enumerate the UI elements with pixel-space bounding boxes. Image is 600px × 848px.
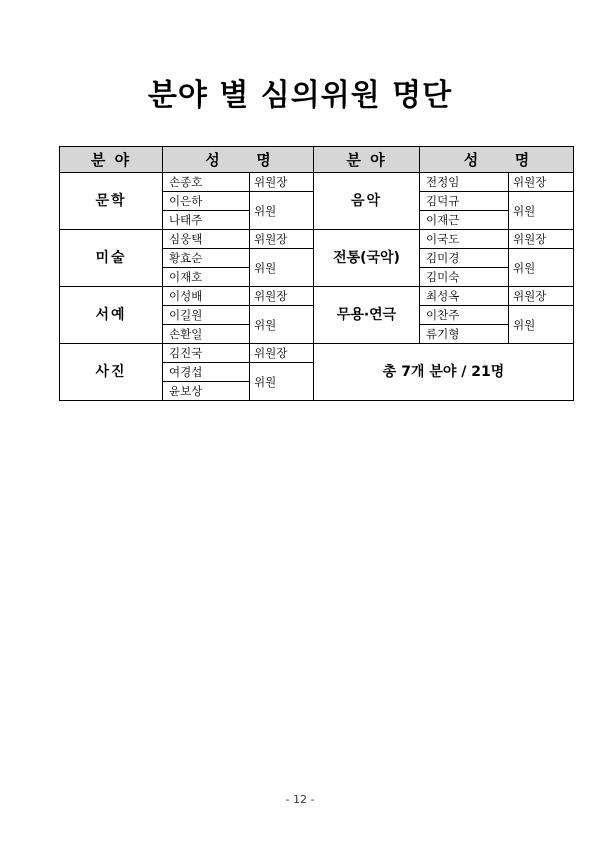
member-name: 이국도 <box>420 230 509 249</box>
member-name: 심웅택 <box>163 230 250 249</box>
committee-table <box>59 146 574 401</box>
member-name: 김미숙 <box>420 268 509 287</box>
role-chair: 위원장 <box>250 287 314 306</box>
member-name: 여경섭 <box>163 363 250 382</box>
header-field-left: 분 야 <box>60 147 163 173</box>
member-name: 이길원 <box>163 306 250 325</box>
role-member: 위원 <box>250 249 314 287</box>
header-field-right: 분 야 <box>314 147 420 173</box>
member-name: 이성배 <box>163 287 250 306</box>
header-name-right: 성 명 <box>420 147 574 173</box>
member-name: 최성옥 <box>420 287 509 306</box>
member-name: 이찬주 <box>420 306 509 325</box>
member-name: 김진국 <box>163 344 250 363</box>
table-row <box>60 230 574 249</box>
member-name: 황효순 <box>163 249 250 268</box>
member-name: 김덕규 <box>420 192 509 211</box>
member-name: 이은하 <box>163 192 250 211</box>
member-name: 손환일 <box>163 325 250 344</box>
table-row <box>60 344 574 363</box>
role-chair: 위원장 <box>509 230 574 249</box>
field-label: 음악 <box>314 173 420 230</box>
field-label: 미술 <box>60 230 163 287</box>
role-member: 위원 <box>509 192 574 230</box>
field-label: 문학 <box>60 173 163 230</box>
page-title: 분야 별 심의위원 명단 <box>147 78 453 113</box>
member-name: 이재호 <box>163 268 250 287</box>
role-chair: 위원장 <box>250 344 314 363</box>
member-name: 나태주 <box>163 211 250 230</box>
member-name: 윤보상 <box>163 382 250 401</box>
member-name: 김미경 <box>420 249 509 268</box>
table-row <box>60 287 574 306</box>
role-member: 위원 <box>250 306 314 344</box>
field-label: 서예 <box>60 287 163 344</box>
page-number: - 12 - <box>285 793 315 806</box>
member-name: 손종호 <box>163 173 250 192</box>
header-name-left: 성 명 <box>163 147 314 173</box>
role-member: 위원 <box>250 192 314 230</box>
total-summary: 총 7개 분야 / 21명 <box>314 344 574 401</box>
role-chair: 위원장 <box>509 287 574 306</box>
table-header-row <box>60 147 574 173</box>
member-name: 이재근 <box>420 211 509 230</box>
role-chair: 위원장 <box>250 230 314 249</box>
member-name: 류기형 <box>420 325 509 344</box>
member-name: 전정임 <box>420 173 509 192</box>
role-chair: 위원장 <box>509 173 574 192</box>
table-row <box>60 173 574 192</box>
role-member: 위원 <box>250 363 314 401</box>
field-label: 사진 <box>60 344 163 401</box>
field-label: 무용·연극 <box>314 287 420 344</box>
field-label: 전통(국악) <box>314 230 420 287</box>
role-member: 위원 <box>509 249 574 287</box>
role-member: 위원 <box>509 306 574 344</box>
role-chair: 위원장 <box>250 173 314 192</box>
